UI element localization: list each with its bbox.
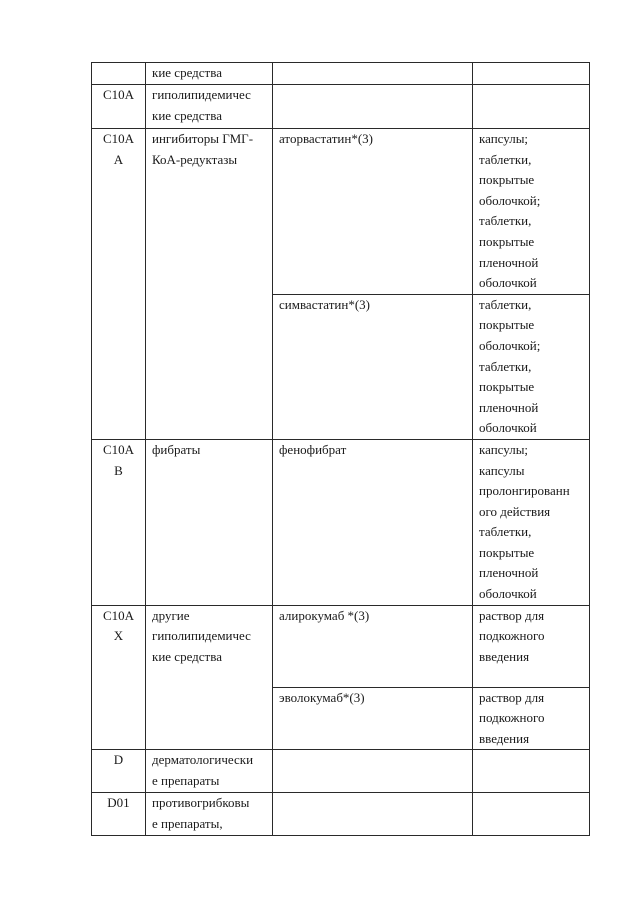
form-cell [473,687,590,750]
drug-cell [273,687,473,750]
drug-name: алирокумаб *(3) [279,607,370,623]
atc-code-cell [92,129,146,440]
drug-cell [273,63,473,85]
dosage-form: раствор для подкожного введения [479,607,545,664]
form-cell [473,85,590,129]
table-row [92,750,590,793]
group-cell [146,85,273,129]
form-cell [473,793,590,835]
table-row [92,129,590,295]
drug-name: симвастатин*(3) [279,296,370,312]
form-cell [473,605,590,687]
dosage-form: капсулы; таблетки, покрытые оболочкой; таблетки, покрытые пленочной оболочкой [479,131,541,291]
atc-code-cell [92,750,146,793]
group-name: противогрибковы е препараты, [152,795,250,832]
form-cell [473,129,590,295]
group-cell [146,63,273,85]
group-name: дерматологически е препараты [152,752,254,789]
drug-cell [273,439,473,605]
atc-code: C10A A [102,131,135,167]
atc-code: D01 [107,795,130,811]
form-cell [473,750,590,793]
group-name: кие средства [152,65,222,80]
drug-cell [273,750,473,793]
dosage-form: капсулы; капсулы пролонгированн ого действия таблетки, покрытые пленочной оболочкой [479,441,570,602]
table-row [92,85,590,129]
group-cell [146,793,273,835]
group-name: фибраты [152,441,201,457]
group-name: другие гиполипидемичес кие средства [152,607,251,664]
group-cell [146,129,273,440]
table-row [92,605,590,687]
form-cell [473,63,590,85]
group-name: гиполипидемичес кие средства [152,87,251,123]
table-row [92,793,590,835]
form-cell [473,439,590,605]
dosage-form: таблетки, покрытые оболочкой; таблетки, покрытые пленочной оболочкой [479,296,541,436]
group-cell [146,439,273,605]
atc-code: C10A [102,87,135,102]
table-row [92,63,590,85]
drug-name: фенофибрат [279,441,347,457]
group-cell [146,605,273,750]
atc-code: C10A B [102,441,135,478]
drug-cell [273,294,473,439]
group-name: ингибиторы ГМГ- КоА-редуктазы [152,131,254,167]
table-row [92,439,590,605]
drug-cell [273,605,473,687]
atc-code: C10A X [102,607,135,644]
atc-code-cell [92,793,146,835]
drug-name: аторвастатин*(3) [279,131,373,146]
atc-code-cell [92,85,146,129]
dosage-form: раствор для подкожного введения [479,689,545,746]
atc-code: D [113,752,124,768]
drug-cell [273,85,473,129]
drug-name: эволокумаб*(3) [279,689,365,705]
atc-code-cell [92,63,146,85]
atc-code-cell [92,605,146,750]
drug-cell [273,129,473,295]
group-cell [146,750,273,793]
drug-classification-table [91,62,590,836]
atc-code-cell [92,439,146,605]
drug-cell [273,793,473,835]
form-cell [473,294,590,439]
